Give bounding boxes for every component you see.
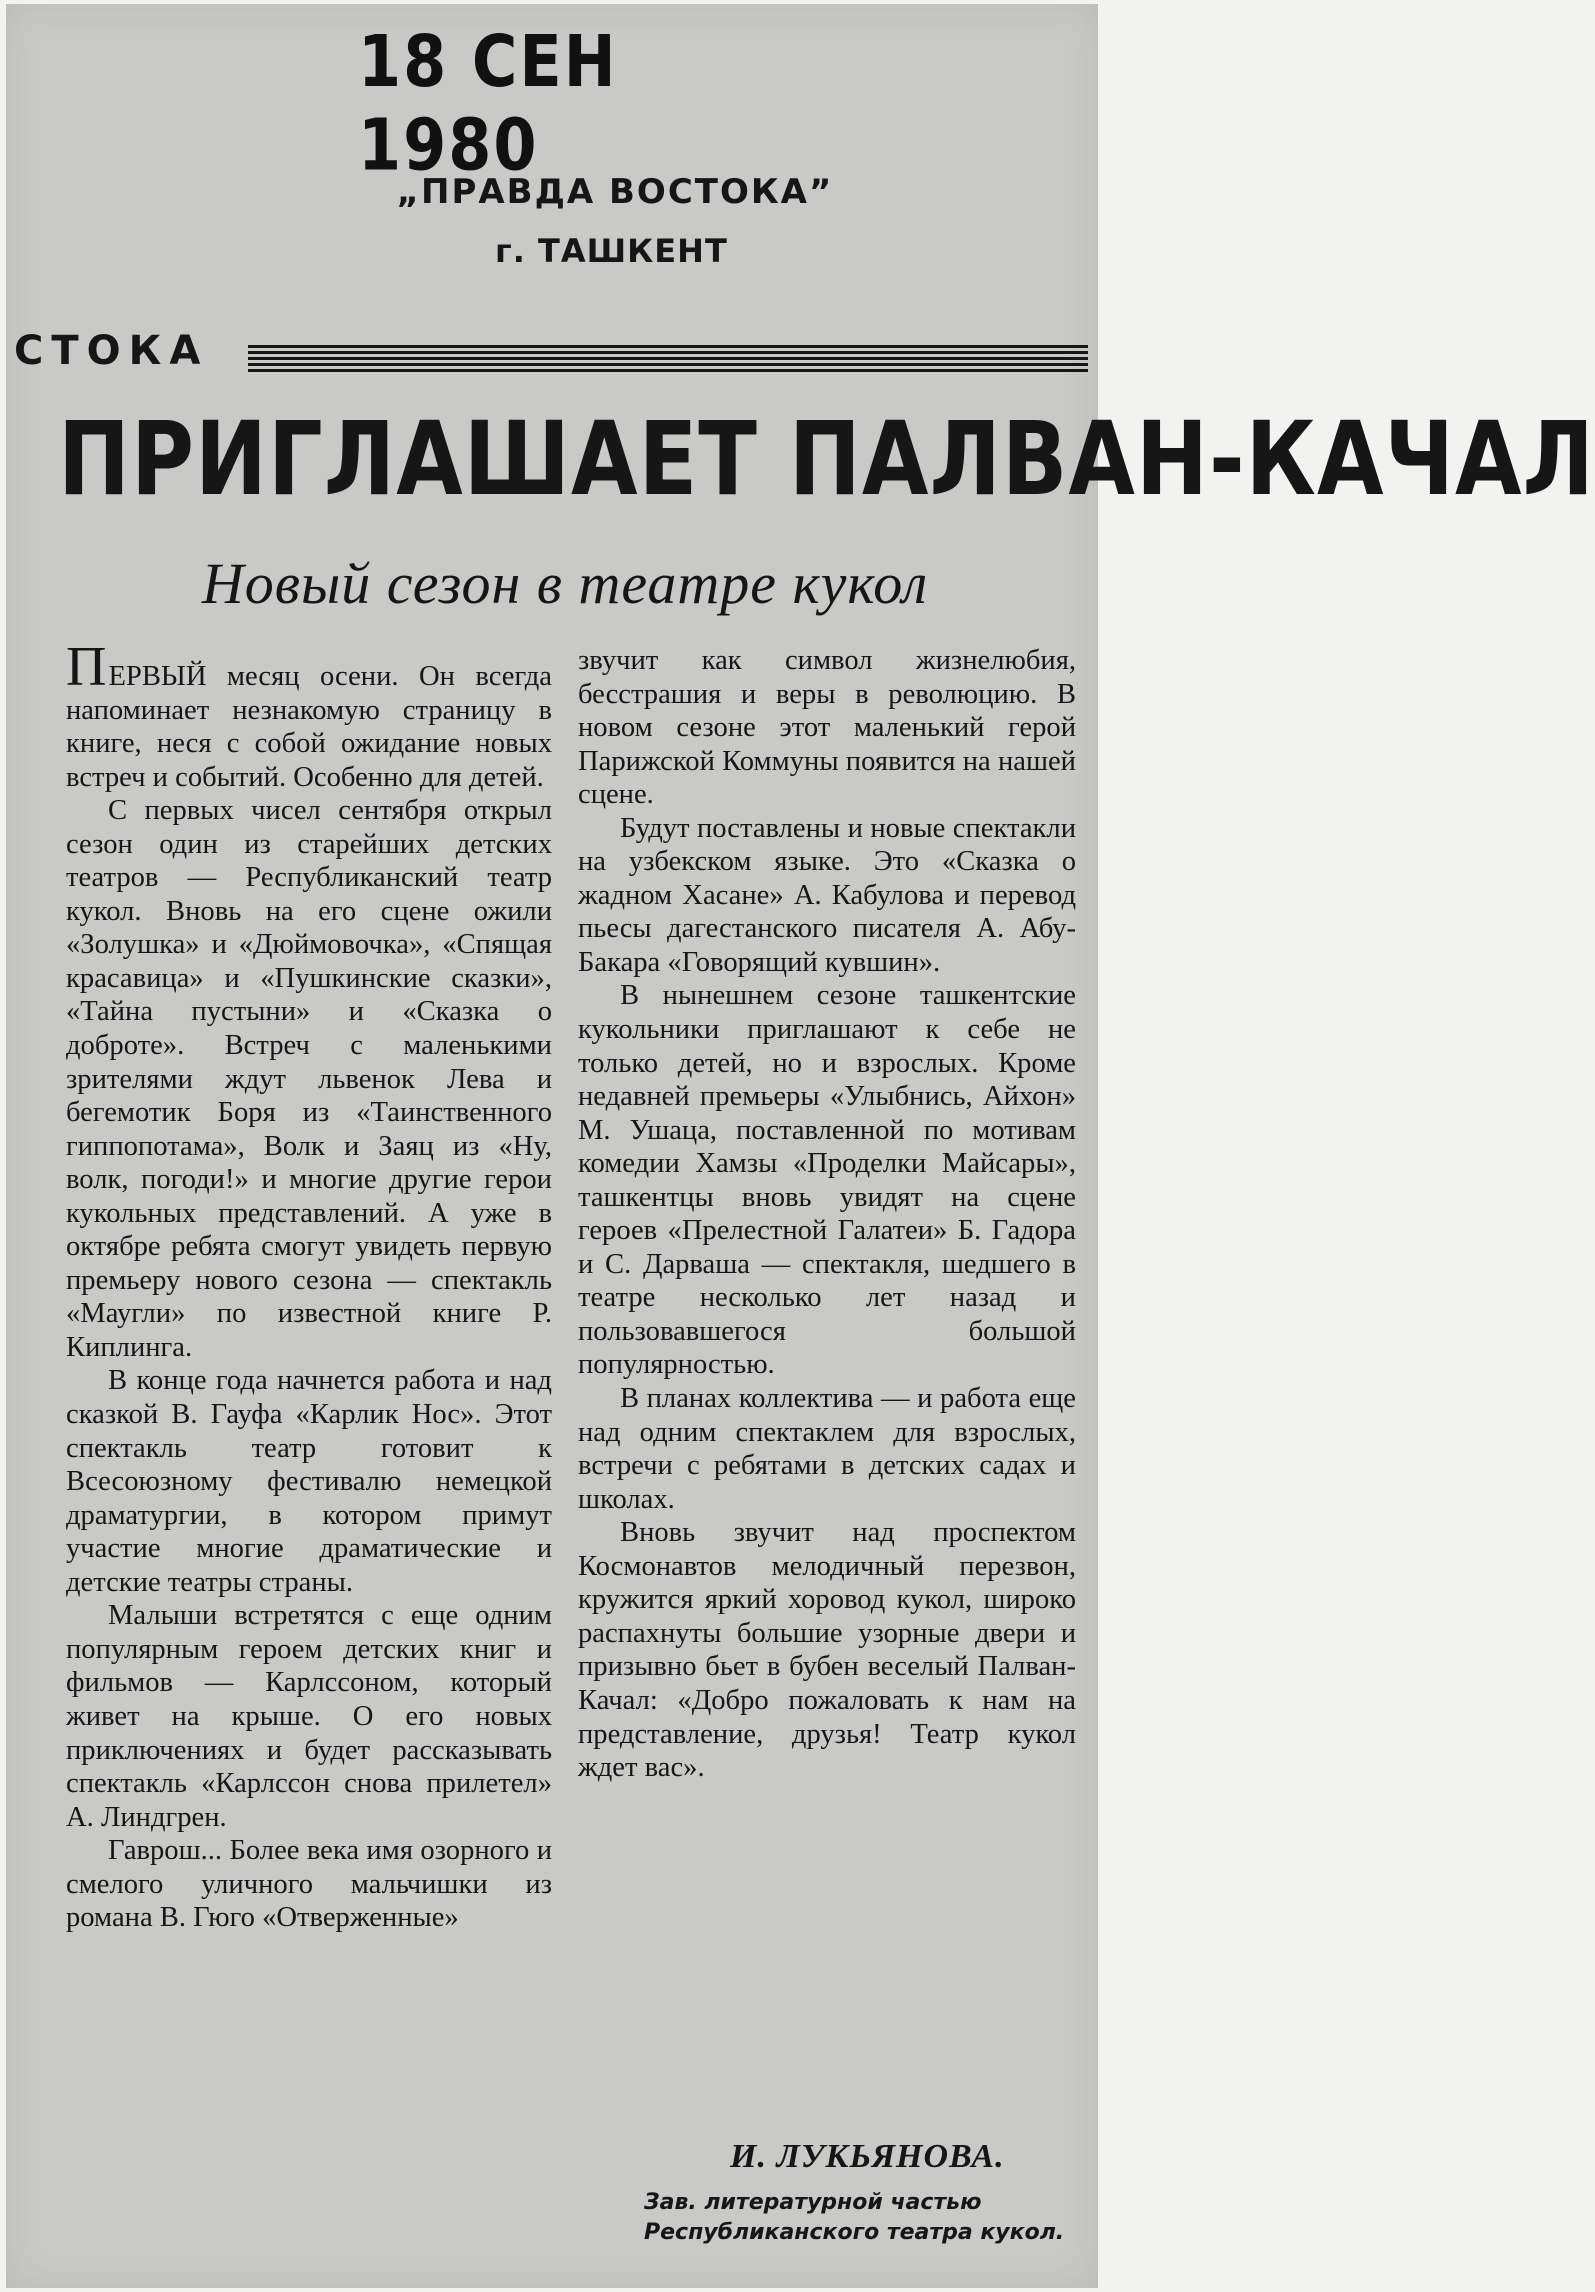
article-paragraph: С первых чисел сентября открыл сезон один из старейших детских театров — Республиканский театр кукол. Вновь на его сцене ожили «Золушка» и «Дюймовочка», «Спящая красавица» и «Пушкинские сказки», «Тайна пустыни» и «Сказка о доброте». Встреч с маленькими зрителями ждут львенок Лева и бегемотик Боря из «Таинственного гиппопотама», Волк и Заяц из «Ну, волк, погоди!» и многие другие герои кукольных представлений. А уже в октябре ребята смогут увидеть первую премьеру нового сезона — спектакль «Маугли» по известной книге Р. Киплинга. — [66, 795, 552, 1363]
article-paragraph: В нынешнем сезоне ташкентские кукольники приглашают к себе не только детей, но и взрослых. Кроме недавней премьеры «Улыбнись, Айхон» М. Ушаца, поставленной по мотивам комедии Хамзы «Проделки Майсары», ташкентцы вновь увидят на сцене героев «Прелестной Галатеи» Б. Гадора и С. Дарваша — спектакля, шедшего в театре несколько лет назад и пользовавшегося большой популярностью. — [578, 980, 1076, 1381]
archive-date-stamp: 18 СЕН 1980 — [358, 19, 618, 187]
drop-cap: П — [66, 636, 107, 698]
article-column-left — [66, 636, 552, 1935]
author-role: Зав. литературной частью Республиканского театра кукол. — [644, 2190, 1065, 2245]
article-paragraph: Будут поставлены и новые спектакли на узбекском языке. Это «Сказка о жадном Хасане» А. Кабулова и перевод пьесы дагестанского писателя А. Абу-Бакара «Говорящий кувшин». — [578, 812, 1076, 978]
newspaper-name-stamp: „ПРАВДА ВОСТОКА” — [396, 172, 834, 212]
article-paragraph: Вновь звучит над проспектом Космонавтов мелодичный перезвон, кружится яркий хоровод кукол, широко распахнуты большие узорные двери и призывно бьет в бубен веселый Палван-Качал: «Добро пожаловать к нам на представление, друзья! Театр кукол ждет вас». — [578, 1517, 1076, 1784]
article-paragraph: В планах коллектива — и работа еще над одним спектаклем для взрослых, встречи с ребятами в детских садах и школах. — [578, 1383, 1076, 1515]
section-tag: СТОКА — [14, 328, 209, 374]
article-paragraph: Гаврош... Более века имя озорного и смелого уличного мальчишки из романа В. Гюго «Отверженные» — [66, 1835, 552, 1934]
article-paragraph: В конце года начнется работа и над сказкой В. Гауфа «Карлик Нос». Этот спектакль театр готовит к Всесоюзному фестивалю немецкой драматургии, в котором примут участие многие драматические и детские театры страны. — [66, 1365, 552, 1598]
article-paragraph: звучит как символ жизнелюбия, бесстрашия и веры в революцию. В новом сезоне этот маленький герой Парижской Коммуны появится на нашей сцене. — [578, 645, 1076, 811]
author-name: И. ЛУКЬЯНОВА. — [730, 2138, 1005, 2175]
article-subheadline: Новый сезон в театре кукол — [201, 551, 929, 616]
article-column-right — [578, 644, 1076, 1785]
article-headline: ПРИГЛАШАЕТ ПАЛВАН-КАЧАЛ — [58, 401, 1595, 519]
article-paragraph: ПЕРВЫЙ месяц осени. Он всегда напоминает незнакомую страницу в книге, неся с собой ожидание новых встреч и событий. Особенно для детей. — [66, 636, 552, 793]
article-paragraph: Малыши встретятся с еще одним популярным героем детских книг и фильмов — Карлссоном, который живет на крыше. О его новых приключениях и будет рассказывать спектакль «Карлссон снова прилетел» А. Линдгрен. — [66, 1600, 552, 1833]
section-rule — [248, 345, 1088, 373]
newspaper-city-stamp: г. ТАШКЕНТ — [495, 232, 728, 270]
